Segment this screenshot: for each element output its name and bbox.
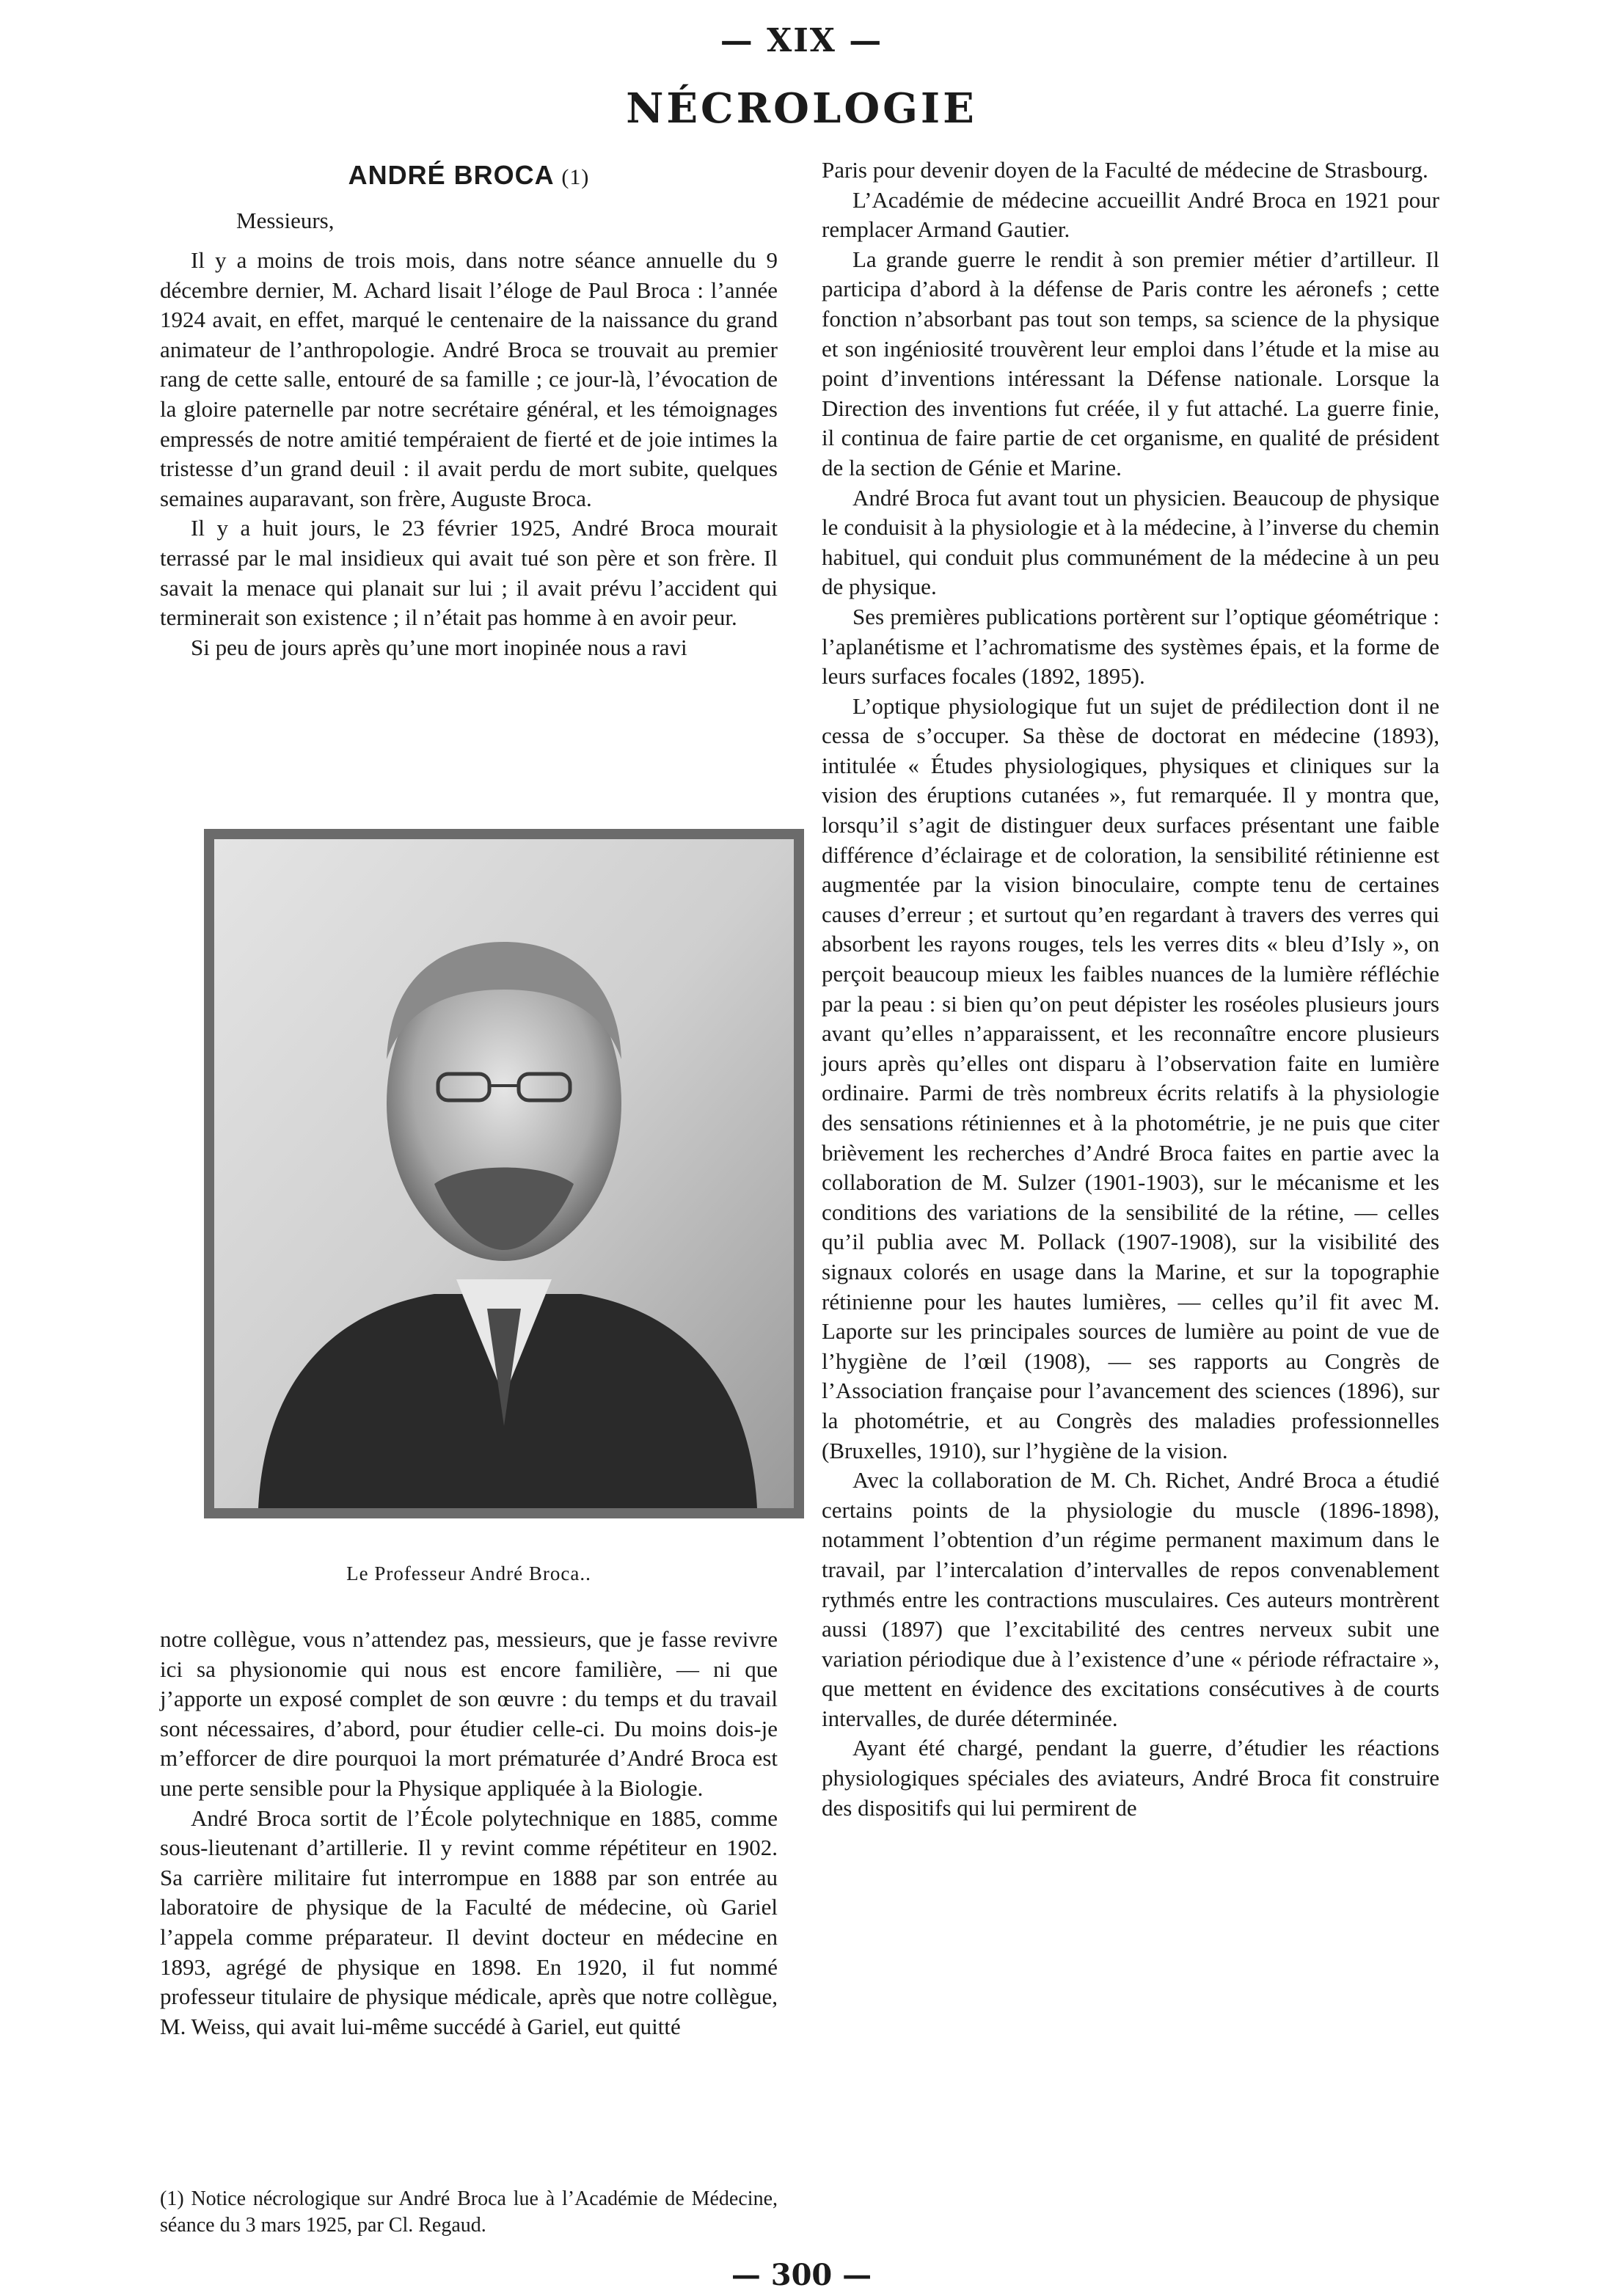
page-number: — 300 —: [731, 2258, 872, 2292]
paragraph: André Broca fut avant tout un physicien. Beaucoup de physique le conduisit à la physiologie et à la médecine, à l’inverse du chemin habituel, qui conduit plus communément de la médecine à un peu de physique.: [822, 484, 1439, 600]
roman-page-number: — XIX —: [720, 22, 883, 59]
portrait-photo: [204, 829, 804, 1518]
paragraph: Si peu de jours après qu’une mort inopinée nous a ravi: [191, 634, 687, 660]
portrait-image: [214, 839, 794, 1508]
section-title: NÉCROLOGIE: [626, 84, 977, 133]
paragraph: Paris pour devenir doyen de la Faculté de médecine de Strasbourg.: [822, 157, 1428, 183]
right-column: [822, 156, 1439, 1823]
paragraph: Ayant été chargé, pendant la guerre, d’étudier les réactions physiologiques spéciales des aviateurs, André Broca fit construire des dispositifs qui lui permirent de: [822, 1735, 1439, 1821]
paragraph: L’Académie de médecine accueillit André Broca en 1921 pour remplacer Armand Gautier.: [822, 186, 1439, 243]
footnote-marker: (1): [561, 165, 590, 189]
photo-caption: Le Professeur André Broca..: [346, 1562, 591, 1584]
paragraph: Il y a moins de trois mois, dans notre séance annuelle du 9 décembre dernier, M. Achard lisait l’éloge de Paul Broca : l’année 1924 avait, en effet, marqué le centenaire de la naissance du grand animateur de l’anthropologie. André Broca se trouvait au premier rang de cette salle, entouré de sa famille ; ce jour-là, l’évocation de la gloire paternelle par notre secrétaire général, et les témoignages empressés de notre amitié tempéraient de fierté et de joie intimes la tristesse d’un grand deuil : il avait perdu de mort subite, quelques semaines auparavant, son frère, Auguste Broca.: [160, 247, 778, 511]
paragraph: Ses premières publications portèrent sur l’optique géométrique : l’aplanétisme et l’achromatisme des systèmes épais, et la forme de leurs surfaces focales (1892, 1895).: [822, 603, 1439, 690]
paragraph: La grande guerre le rendit à son premier métier d’artilleur. Il participa d’abord à la défense de Paris contre les aéronefs ; cette fonction n’absorbant pas tout son temps, sa science de la physique et son ingéniosité trouvèrent leur emploi dans l’étude et la mise au point d’inventions intéressant la Défense nationale. Lorsque la Direction des inventions fut créée, il y fut attaché. La guerre finie, il continua de faire partie de cet organisme, en qualité de président de la section de Génie et Marine.: [822, 246, 1439, 480]
footnote: (1) Notice nécrologique sur André Broca lue à l’Académie de Médecine, séance du 3 mars 1925, par Cl. Regaud.: [160, 2187, 778, 2237]
left-column-top: [160, 246, 778, 662]
left-column-bottom: [160, 1625, 778, 2041]
salutation: Messieurs,: [236, 208, 335, 233]
paragraph: André Broca sortit de l’École polytechnique en 1885, comme sous-lieutenant d’artillerie. Il y revint comme répétiteur en 1902. Sa carrière militaire fut interrompue en 1888 par son entrée au laboratoire de physique de la Faculté de médecine, où Gariel l’appela comme préparateur. Il devint docteur en médecine en 1893, agrégé de physique en 1898. En 1920, il fut nommé professeur titulaire de physique médicale, après que notre collègue, M. Weiss, qui avait lui-même succédé à Gariel, eut quitté: [160, 1805, 778, 2039]
article-title: [160, 160, 778, 191]
paragraph: Il y a huit jours, le 23 février 1925, André Broca mourait terrassé par le mal insidieux qui avait tué son père et son frère. Il savait la menace qui planait sur lui ; il avait prévu l’accident qui terminerait son existence ; il n’était pas homme à en avoir peur.: [160, 515, 778, 631]
paragraph: L’optique physiologique fut un sujet de prédilection dont il ne cessa de s’occuper. Sa thèse de doctorat en médecine (1893), intitulée « Études physiologiques, physiques et cliniques sur la vision des éruptions cutanées », fut remarquée. Il y montra que, lorsqu’il s’agit de distinguer deux surfaces présentant une faible différence d’éclairage et de coloration, la sensibilité rétinienne est augmentée par la vision binoculaire, compte tenu de certaines causes d’erreur ; et surtout qu’en regardant à travers des verres qui absorbent les rayons rouges, tels les verres dits « bleu d’Isly », on perçoit beaucoup mieux les faibles nuances de la lumière réfléchie par la peau : si bien qu’on peut dépister les roséoles plusieurs jours avant qu’elles n’apparaissent, et les reconnaître encore plusieurs jours après qu’elles ont disparu à l’observation faite en lumière ordinaire. Parmi de très nombreux écrits relatifs à la physiologie des sensations rétiniennes et à la photométrie, je ne puis que citer brièvement les recherches d’André Broca faites en partie avec la collaboration de M. Sulzer (1901-1903), sur le mécanisme et les conditions des variations de la sensibilité de la rétine, — celles qu’il publia avec M. Pollack (1907-1908), sur la visibilité des signaux colorés en usage dans la Marine, et sur la topographie rétinienne pour les hautes lumières, — celles qu’il fit avec M. Laporte sur les principales sources de lumière au point de vue de l’hygiène de l’œil (1908), — ses rapports au Congrès de l’Association française pour l’avancement des sciences (1896), sur la photométrie, et au Congrès des maladies professionnelles (Bruxelles, 1910), sur l’hygiène de la vision.: [822, 692, 1439, 1463]
paragraph: notre collègue, vous n’attendez pas, messieurs, que je fasse revivre ici sa physionomie qui nous est encore familière, — ni que j’apporte un exposé complet de son œuvre : du temps et du travail sont nécessaires, d’abord, pour étudier celle-ci. Du moins dois-je m’efforcer de dire pourquoi la mort prématurée d’André Broca est une perte sensible pour la Physique appliquée à la Biologie.: [160, 1626, 778, 1801]
paragraph: Avec la collaboration de M. Ch. Richet, André Broca a étudié certains points de la physiologie du muscle (1896-1898), notamment l’obtention d’un régime permanent maximum dans le travail, par l’intercalation d’intervalles de repos convenablement rythmés entre les contractions musculaires. Ces auteurs montrèrent aussi (1897) que l’excitabilité des centres nerveux subit une variation périodique due à l’existence d’une « période réfractaire », que mettent en évidence des excitations consécutives à de courts intervalles, de durée déterminée.: [822, 1467, 1439, 1731]
article-title-text: ANDRÉ BROCA: [348, 160, 554, 190]
